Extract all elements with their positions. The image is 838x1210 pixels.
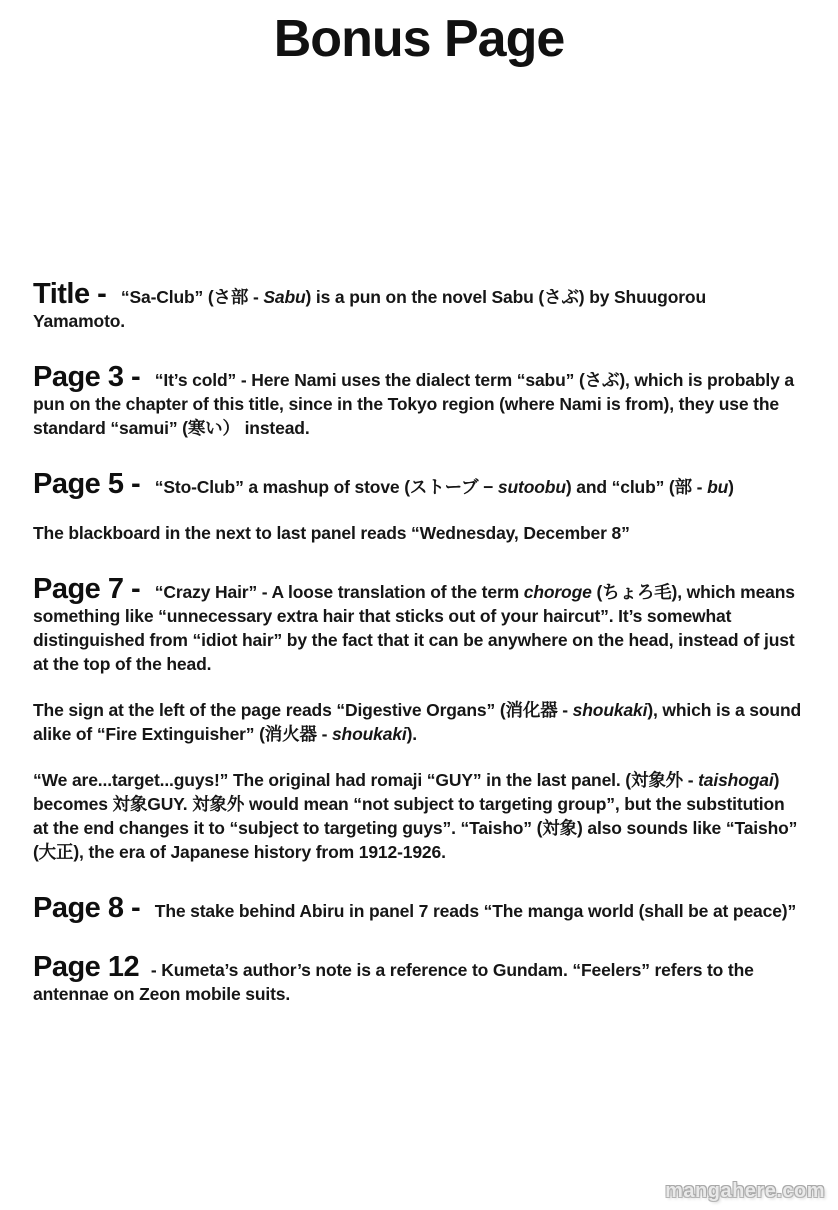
italic-term: choroge xyxy=(523,582,592,602)
body-text: ). xyxy=(406,724,418,744)
bonus-page xyxy=(0,10,838,1202)
watermark-mangahere: mangahere.com xyxy=(665,1180,825,1202)
note-section-title xyxy=(33,280,802,333)
section-paragraph xyxy=(33,768,802,864)
section-paragraph xyxy=(33,894,802,923)
section-paragraph xyxy=(33,698,802,746)
section-heading: Page 8 - xyxy=(33,892,148,924)
body-text: ) and “club” (部 - xyxy=(565,477,708,497)
italic-term: taishogai xyxy=(698,770,774,790)
italic-term: shoukaki xyxy=(572,700,648,720)
italic-term: shoukaki xyxy=(331,724,407,744)
body-text: “Crazy Hair” - A loose translation of the term xyxy=(154,582,524,602)
section-paragraph xyxy=(33,953,802,1006)
section-heading: Page 3 - xyxy=(33,361,148,393)
body-text: The blackboard in the next to last panel reads “Wednesday, December 8” xyxy=(33,523,630,543)
body-text: ), which is a sound alike of “Fire Extinguisher” (消火器 - xyxy=(33,700,802,744)
body-text: “Sa-Club” (さ部 - xyxy=(120,287,264,307)
note-section-page-12 xyxy=(33,953,802,1006)
section-paragraph xyxy=(33,280,802,333)
body-text: (ちょろ毛), which means something like “unnecessary extra hair that sticks out of your haircut”. It’s somewhat distinguished from “idiot hair” by the fact that it can be anywhere on the head, instead of just at the top of the head. xyxy=(33,582,795,674)
notes-list xyxy=(0,280,838,1006)
page-title: Bonus Page xyxy=(273,10,565,68)
section-heading: Title - xyxy=(33,278,114,310)
body-text: - Kumeta’s author’s note is a reference to Gundam. “Feelers” refers to the antennae on Zeon mobile suits. xyxy=(33,960,754,1004)
body-text: “We are...target...guys!” The original had romaji “GUY” in the last panel. (対象外 - xyxy=(33,770,699,790)
note-section-page-7 xyxy=(33,575,802,864)
italic-term: bu xyxy=(707,477,729,497)
body-text: The stake behind Abiru in panel 7 reads “The manga world (shall be at peace)” xyxy=(154,901,797,921)
body-text: “It’s cold” - Here Nami uses the dialect term “sabu” (さぶ), which is probably a pun on the chapter of this title, since in the Tokyo region (where Nami is from), they use the standard “samui” (寒い） instead. xyxy=(33,370,794,438)
italic-term: Sabu xyxy=(263,287,306,307)
body-text: ) becomes 対象GUY. 対象外 would mean “not subject to targeting group”, but the substitution at the end changes it to “subject to targeting guys”. “Taisho” (対象) also sounds like “Taisho” (大正), the era of Japanese history from 1912-1926. xyxy=(33,770,798,862)
italic-term: sutoobu xyxy=(497,477,566,497)
body-text: “Sto-Club” a mashup of stove (ストーブ − xyxy=(154,477,498,497)
section-paragraph xyxy=(33,521,802,545)
section-heading: Page 12 xyxy=(33,951,140,983)
section-heading: Page 7 - xyxy=(33,573,148,605)
section-paragraph xyxy=(33,470,802,499)
section-paragraph xyxy=(33,363,802,440)
section-paragraph xyxy=(33,575,802,676)
body-text: ) xyxy=(728,477,734,497)
body-text: The sign at the left of the page reads “Digestive Organs” (消化器 - xyxy=(33,700,573,720)
note-section-page-8 xyxy=(33,894,802,923)
body-text: ) is a pun on the novel Sabu (さぶ) by Shuugorou Yamamoto. xyxy=(33,287,706,331)
note-section-page-3 xyxy=(33,363,802,440)
note-section-page-5 xyxy=(33,470,802,545)
section-heading: Page 5 - xyxy=(33,468,148,500)
